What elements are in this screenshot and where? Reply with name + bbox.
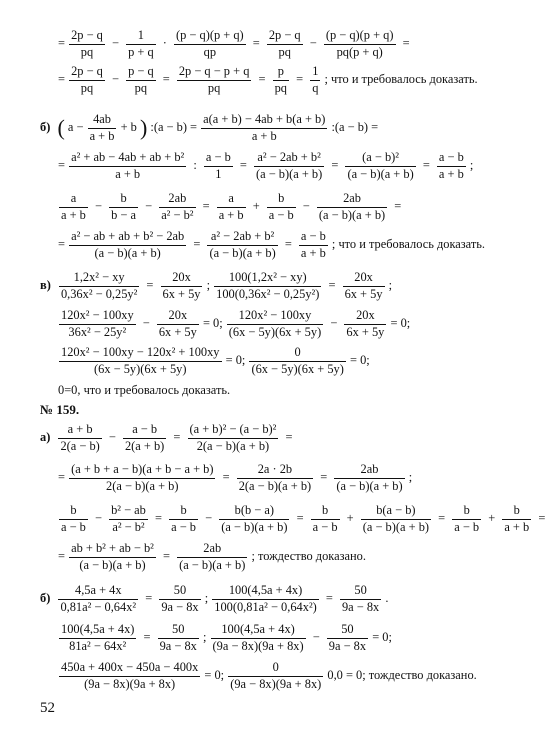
fraction [159, 583, 200, 615]
fraction [161, 270, 203, 302]
operator: − [145, 198, 156, 213]
fraction [437, 150, 466, 182]
text: = 0; [202, 315, 226, 330]
numerator: 1 [126, 28, 156, 45]
operator: = [296, 510, 307, 525]
denominator: qp [203, 44, 217, 59]
text: ; [206, 277, 214, 292]
numerator: 2p − q [267, 28, 303, 45]
numerator: (a + b + a − b)(a + b − a + b) [69, 462, 215, 479]
line-13 [58, 462, 412, 494]
paren: ) [139, 115, 148, 140]
denominator: q [312, 80, 319, 95]
numerator: 100(4,5a + 4x) [211, 622, 306, 639]
numerator: 100(1,2x² − xy) [214, 270, 321, 287]
denominator: 81a² − 64x² [69, 638, 127, 653]
text: = 0; [204, 667, 228, 682]
denominator: b − a [111, 207, 136, 222]
denominator: 0,81a² − 0,64x² [60, 599, 137, 614]
fraction [159, 191, 195, 223]
fraction [109, 503, 148, 535]
numerator: (p − q)(p + q) [324, 28, 396, 45]
numerator: (a − b)² [345, 150, 415, 167]
denominator: 9a − 8x [159, 638, 197, 653]
line-16 [40, 583, 388, 615]
text: 0,0 = 0; тождество доказано. [327, 667, 477, 682]
numerator: 0 [228, 660, 323, 677]
text: + b [120, 119, 137, 134]
fraction [177, 541, 247, 573]
item-label: в) [40, 277, 51, 292]
denominator: p + q [128, 44, 154, 59]
fraction [126, 28, 156, 60]
operator: + [488, 510, 499, 525]
denominator: 2(a − b) [60, 438, 100, 453]
operator: = [320, 469, 331, 484]
numerator: 4ab [88, 112, 117, 129]
text: :(a − b) = [150, 119, 201, 134]
fraction [267, 28, 303, 60]
denominator: 2(a − b)(a + b) [196, 438, 270, 453]
denominator: (a − b)(a + b) [336, 478, 403, 493]
fraction [59, 345, 222, 377]
line-4 [58, 150, 473, 182]
operator: = [285, 429, 293, 444]
text: ; [408, 469, 413, 484]
fraction [158, 622, 199, 654]
numerator: 2ab [177, 541, 247, 558]
denominator: (a − b)(a + b) [362, 519, 430, 534]
numerator: a² − ab + ab + b² − 2ab [69, 229, 186, 246]
operator: − [111, 71, 123, 86]
numerator: a + b [58, 422, 101, 439]
fraction [59, 191, 88, 223]
numerator: p − q [126, 64, 156, 81]
operator: − [312, 629, 323, 644]
text: = 0; [372, 629, 392, 644]
denominator: a² − b² [112, 519, 145, 534]
denominator: (a − b)(a + b) [347, 166, 414, 181]
denominator: (a − b)(a + b) [179, 557, 246, 572]
fraction [174, 28, 246, 60]
problem-number: № 159. [40, 402, 80, 417]
line-15 [58, 541, 366, 573]
denominator: 2(a − b)(a + b) [106, 478, 179, 493]
denominator: 6x + 5y [346, 324, 385, 339]
fraction [58, 422, 101, 454]
numerator: 20x [157, 308, 199, 325]
operator: − [205, 510, 216, 525]
denominator: 100(0,81a² − 0,64x²) [214, 599, 317, 614]
numerator: a² + ab − 4ab + ab + b² [69, 150, 186, 167]
fraction [69, 64, 105, 96]
denominator: 6x + 5y [158, 324, 197, 339]
fraction [267, 191, 296, 223]
fraction [59, 270, 139, 302]
operator: = [422, 157, 433, 172]
numerator: 120x² − 100xy [59, 308, 136, 325]
text: = [58, 548, 69, 563]
fraction [177, 64, 252, 96]
fraction [69, 541, 156, 573]
numerator: b [169, 503, 198, 520]
numerator: 4,5a + 4x [58, 583, 138, 600]
text: = 0; [390, 315, 411, 330]
operator: = [331, 157, 342, 172]
operator: = [402, 35, 410, 50]
operator: − [108, 429, 119, 444]
fraction [345, 150, 415, 182]
operator: = [173, 429, 184, 444]
text: :(a − b) = [331, 119, 379, 134]
fraction [214, 270, 321, 302]
denominator: a + b [438, 166, 464, 181]
fraction [273, 64, 289, 96]
line-10 [58, 384, 230, 396]
denominator: pq [274, 80, 287, 95]
operator: = [202, 198, 213, 213]
fraction [219, 503, 289, 535]
operator: − [302, 198, 313, 213]
numerator: 50 [159, 583, 200, 600]
numerator: b(b − a) [219, 503, 289, 520]
denominator: (a − b)(a + b) [255, 166, 323, 181]
denominator: 6x + 5y [344, 286, 383, 301]
line-2 [58, 64, 478, 96]
operator: = [145, 590, 156, 605]
denominator: 1 [215, 166, 222, 181]
line-5 [58, 191, 404, 223]
fraction [324, 28, 396, 60]
item-label: б) [40, 590, 51, 605]
numerator: a(a + b) − 4ab + b(a + b) [201, 112, 327, 129]
denominator: a − b [61, 519, 86, 534]
operator: = [328, 277, 339, 292]
fraction [69, 229, 186, 261]
denominator: (a − b)(a + b) [318, 207, 386, 222]
fraction [217, 191, 246, 223]
fraction [212, 583, 319, 615]
denominator: pq [207, 80, 221, 95]
numerator: 2ab [334, 462, 404, 479]
operator: = [325, 590, 336, 605]
line-3 [40, 112, 378, 144]
fraction [343, 270, 385, 302]
fraction [126, 64, 156, 96]
fraction [334, 462, 404, 494]
operator: + [346, 510, 357, 525]
fraction [201, 112, 327, 144]
fraction [207, 229, 277, 261]
fraction [237, 462, 313, 494]
text: ; [469, 157, 474, 172]
line-9 [58, 345, 370, 377]
fraction [211, 622, 306, 654]
denominator: a − b [312, 519, 338, 534]
fraction [69, 150, 186, 182]
fraction [69, 28, 105, 60]
operator: − [330, 315, 341, 330]
numerator: p [273, 64, 289, 81]
fraction [88, 112, 117, 144]
text: = 0; [349, 352, 370, 367]
text: . [385, 590, 389, 605]
line-1 [58, 28, 413, 60]
denominator: a + b [218, 207, 244, 222]
denominator: 0,36x² − 0,25y² [60, 286, 138, 301]
text: a − [67, 119, 87, 134]
fraction [249, 345, 345, 377]
text: ; тождество доказано. [251, 548, 366, 563]
text: ; [203, 629, 210, 644]
numerator: 2p − q [69, 64, 105, 81]
operator: = [284, 236, 295, 251]
fraction [344, 308, 386, 340]
numerator: b² − ab [109, 503, 148, 520]
item-label: б) [40, 119, 51, 134]
denominator: a + b [251, 128, 277, 143]
denominator: a − b [268, 207, 294, 222]
denominator: 6x + 5y [162, 286, 201, 301]
numerator: 0 [249, 345, 345, 362]
fraction [317, 191, 387, 223]
numerator: a − b [204, 150, 233, 167]
operator: = [162, 71, 173, 86]
numerator: b [267, 191, 296, 208]
fraction [188, 422, 279, 454]
operator: − [309, 35, 320, 50]
numerator: 120x² − 100xy − 120x² + 100xy [59, 345, 222, 362]
text: ; [388, 277, 393, 292]
denominator: (9a − 8x)(9a + 8x) [84, 676, 176, 691]
denominator: a² − b² [161, 207, 194, 222]
denominator: 2(a − b)(a + b) [238, 478, 312, 493]
numerator: 50 [340, 583, 381, 600]
denominator: 9a − 8x [161, 599, 199, 614]
paren: ( [57, 115, 65, 140]
operator: = [143, 629, 154, 644]
conclusion-text: 0=0, что и требовалось доказать. [58, 383, 231, 397]
fraction [227, 308, 323, 340]
operator: − [95, 510, 106, 525]
numerator: b [502, 503, 531, 520]
text: = [58, 71, 69, 86]
fraction [254, 150, 324, 182]
denominator: a − b [454, 519, 480, 534]
text: = [58, 236, 69, 251]
numerator: a − b [437, 150, 466, 167]
numerator: 2p − q [69, 28, 105, 45]
denominator: (a − b)(a + b) [221, 519, 288, 534]
fraction [299, 229, 328, 261]
fraction [157, 308, 199, 340]
numerator: 50 [327, 622, 368, 639]
numerator: 20x [161, 270, 203, 287]
operator: = [538, 510, 546, 525]
denominator: pq [80, 80, 94, 95]
numerator: a − b [123, 422, 166, 439]
denominator: (6x − 5y)(6x + 5y) [251, 361, 344, 376]
fraction [327, 622, 368, 654]
numerator: 20x [343, 270, 385, 287]
line-8 [58, 308, 410, 340]
numerator: b(a − b) [361, 503, 431, 520]
fraction [59, 308, 136, 340]
fraction [310, 64, 320, 96]
operator: = [239, 157, 250, 172]
operator: − [95, 198, 106, 213]
numerator: 1,2x² − xy [59, 270, 139, 287]
fraction [123, 422, 166, 454]
fraction [502, 503, 531, 535]
numerator: 2ab [159, 191, 195, 208]
numerator: 120x² − 100xy [227, 308, 323, 325]
numerator: 1 [310, 64, 320, 81]
denominator: (6x − 5y)(6x + 5y) [228, 324, 322, 339]
numerator: 450a + 400x − 450a − 400x [59, 660, 200, 677]
numerator: a² − 2ab + b² [254, 150, 324, 167]
numerator: 100(4,5a + 4x) [59, 622, 136, 639]
numerator: (a + b)² − (a − b)² [188, 422, 279, 439]
text: ; что и требовалось доказать. [331, 236, 486, 251]
numerator: 2ab [317, 191, 387, 208]
numerator: 2p − q − p + q [177, 64, 252, 81]
numerator: b [452, 503, 481, 520]
numerator: 20x [344, 308, 386, 325]
numerator: a [217, 191, 246, 208]
line-14 [58, 503, 548, 535]
denominator: 2(a + b) [124, 438, 165, 453]
denominator: pq [80, 44, 94, 59]
line-18 [58, 660, 477, 692]
line-12 [40, 422, 295, 454]
fraction [69, 462, 215, 494]
denominator: (a − b)(a + b) [209, 245, 276, 260]
denominator: (6x − 5y)(6x + 5y) [94, 361, 187, 376]
denominator: (9a − 8x)(9a + 8x) [230, 676, 322, 691]
fraction [452, 503, 481, 535]
denominator: 9a − 8x [328, 638, 367, 653]
denominator: 36x² − 25y² [68, 324, 127, 339]
numerator: (p − q)(p + q) [174, 28, 246, 45]
operator: + [252, 198, 263, 213]
fraction [311, 503, 340, 535]
numerator: 100(4,5a + 4x) [212, 583, 319, 600]
numerator: b [59, 503, 88, 520]
fraction [58, 583, 138, 615]
denominator: (9a − 8x)(9a + 8x) [212, 638, 304, 653]
operator: · [162, 35, 170, 50]
operator: = [394, 198, 402, 213]
denominator: (a − b)(a + b) [79, 557, 146, 572]
denominator: a − b [171, 519, 196, 534]
numerator: ab + b² + ab − b² [69, 541, 156, 558]
operator: = [222, 469, 233, 484]
text: ; что и требовалось доказать. [324, 71, 478, 86]
numerator: b [109, 191, 138, 208]
denominator: a + b [61, 207, 86, 222]
text: = [58, 157, 69, 172]
fraction [59, 622, 136, 654]
operator: = [252, 35, 263, 50]
denominator: 100(0,36x² − 0,25y²) [216, 286, 320, 301]
page-number: 52 [40, 700, 55, 716]
denominator: pq [278, 44, 291, 59]
fraction [228, 660, 323, 692]
operator: = [162, 548, 174, 563]
line-7 [40, 270, 392, 302]
denominator: a + b [504, 519, 530, 534]
item-label: а) [40, 429, 51, 444]
denominator: pq(p + q) [336, 44, 383, 59]
fraction [59, 503, 88, 535]
operator: = [146, 277, 157, 292]
fraction [361, 503, 431, 535]
denominator: (a − b)(a + b) [94, 245, 161, 260]
numerator: a² − 2ab + b² [207, 229, 277, 246]
operator: = [258, 71, 269, 86]
line-6 [58, 229, 485, 261]
operator: − [142, 315, 153, 330]
numerator: b [311, 503, 340, 520]
denominator: a + b [89, 128, 115, 143]
operator: = [155, 510, 166, 525]
operator: = [438, 510, 449, 525]
fraction [169, 503, 198, 535]
fraction [340, 583, 381, 615]
denominator: a + b [300, 245, 326, 260]
operator: − [111, 35, 123, 50]
numerator: a − b [299, 229, 328, 246]
numerator: 50 [158, 622, 199, 639]
numerator: a [59, 191, 88, 208]
text: = 0; [225, 352, 249, 367]
text: = [58, 469, 69, 484]
operator: = [296, 71, 307, 86]
operator: = [193, 236, 204, 251]
denominator: a + b [115, 166, 141, 181]
fraction [109, 191, 138, 223]
operator: : [193, 157, 200, 172]
fraction [204, 150, 233, 182]
denominator: 9a − 8x [341, 599, 380, 614]
fraction [59, 660, 200, 692]
denominator: pq [134, 80, 148, 95]
line-17 [58, 622, 392, 654]
numerator: 2a · 2b [237, 462, 313, 479]
text: ; [204, 590, 212, 605]
text: = [58, 35, 69, 50]
